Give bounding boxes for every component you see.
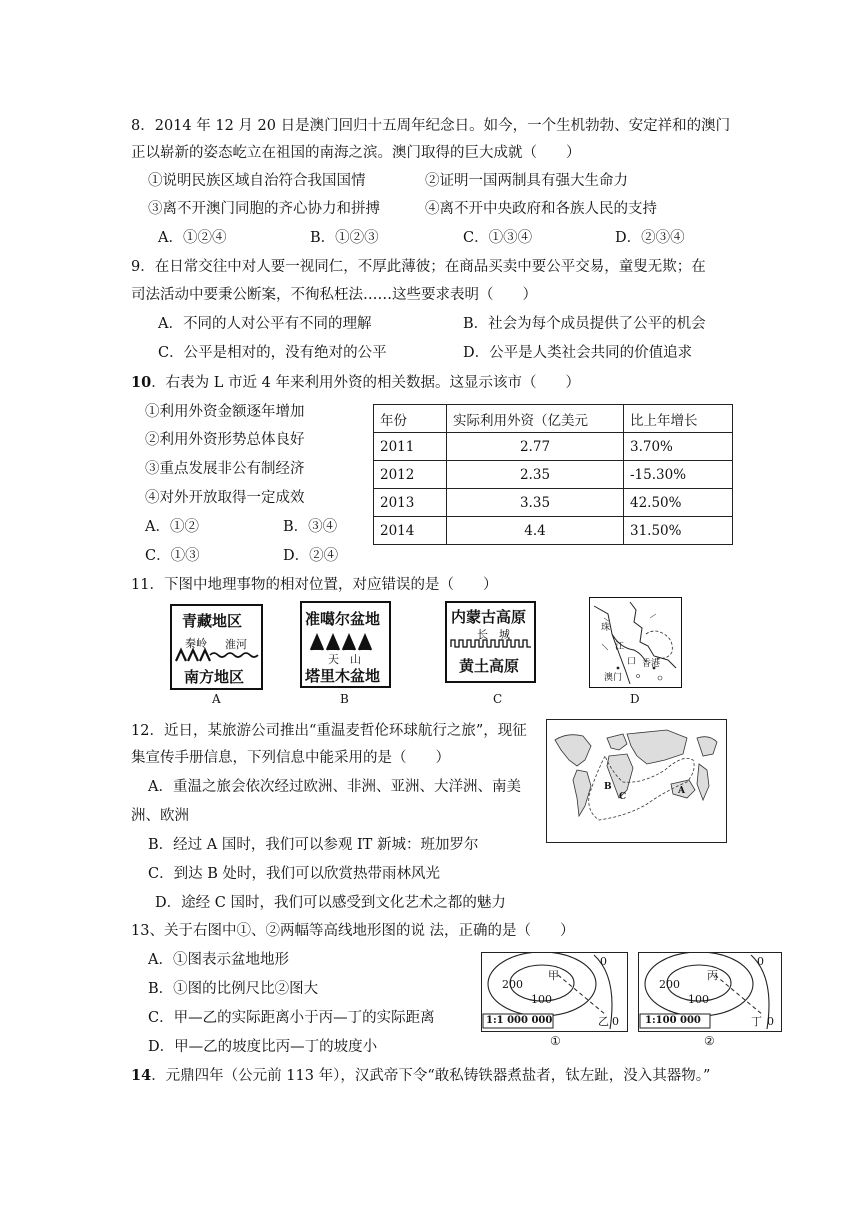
table-cell-value: 4.4 [447,517,624,545]
map1-point-yi: 乙 [598,1015,609,1028]
figure-b-mid-label: 天 山 [328,653,361,666]
q8-option-c[interactable]: C．①③④ [463,230,533,246]
q9-stem-line2: 司法活动中要秉公断案，不徇私枉法……这些要求表明（ ） [131,287,537,303]
figure-d-caption: D [630,692,640,706]
table-cell-growth: 31.50% [624,517,733,545]
figure-d-macau-label: 澳门 [604,673,623,683]
figure-b-caption: B [340,692,349,706]
map1-scale: 1:1 000 000 [486,1015,553,1026]
route-label-a: A [678,786,685,796]
q13-option-d[interactable]: D．甲—乙的坡度比丙—丁的坡度小 [148,1039,378,1055]
map1-contour-0-bottom: 0 [612,1015,619,1028]
q13-option-c[interactable]: C．甲—乙的实际距离小于丙—丁的实际距离 [148,1010,435,1026]
table-cell-value: 3.35 [447,489,624,517]
table-cell-growth: 42.50% [624,489,733,517]
contour-map-2 [638,952,782,1032]
table-row [374,517,733,545]
q9-option-c[interactable]: C．公平是相对的，没有绝对的公平 [158,345,387,361]
figure-a-caption: A [212,692,221,706]
q10-option-a[interactable]: A．①② [145,519,199,535]
figure-d-jiang-label: 江 [615,642,625,652]
q10-option-b[interactable]: B．③④ [283,519,338,535]
route-label-c: C [619,792,627,802]
q8-statement-3: ③离不开澳门同胞的齐心协力和拼搏 [148,201,380,217]
figure-c-top-label: 内蒙古高原 [451,608,527,626]
q14-number: 14 [131,1067,152,1084]
figure-a-bottom-label: 南方地区 [184,668,245,686]
figure-a-box [170,604,263,690]
figure-a-top-label: 青藏地区 [182,612,243,630]
q8-option-d[interactable]: D．②③④ [615,230,685,246]
q12-stem-line2: 集宣传手册信息，下列信息中能采用的是（ ） [131,750,450,766]
q8-stem-line1: 8．2014 年 12 月 20 日是澳门回归十五周年纪念日。如今，一个生机勃勃、安定祥和的澳门 [131,118,731,134]
q10-option-c[interactable]: C．①③ [145,548,200,564]
route-label-b: B [604,782,612,792]
q14-stem [131,1066,710,1086]
figure-d-kou-label: 口 [627,657,637,667]
tianshan-mountain-symbol [308,633,378,651]
map2-caption: ② [704,1034,715,1048]
table-cell-year: 2011 [374,433,447,461]
q9-option-a[interactable]: A．不同的人对公平有不同的理解 [158,316,372,332]
q12-option-b[interactable]: B．经过 A 国时，我们可以参观 IT 新城：班加罗尔 [148,837,479,853]
q8-option-b[interactable]: B．①②③ [310,230,379,246]
map2-point-bing: 丙 [707,969,718,982]
table-header: 比上年增长 [624,405,733,433]
q9-option-d[interactable]: D．公平是人类社会共同的价值追求 [463,345,693,361]
table-cell-year: 2012 [374,461,447,489]
foreign-investment-table [373,404,733,545]
map2-contour-0-bottom: 0 [767,1015,774,1028]
map1-caption: ① [550,1034,561,1048]
q12-option-d[interactable]: D．途经 C 国时，我们可以感受到文化艺术之都的魅力 [155,895,506,911]
q12-option-a-line2[interactable]: 洲、欧洲 [131,808,189,824]
table-header-row [374,405,733,433]
q8-statement-4: ④离不开中央政府和各族人民的支持 [425,201,657,217]
great-wall-symbol [450,637,532,649]
table-header: 年份 [374,405,447,433]
contour-map-1 [481,952,628,1032]
table-header: 实际利用外资（亿美元 [447,405,624,433]
table-cell-value: 2.35 [447,461,624,489]
map1-contour-0-top: 0 [600,955,607,968]
q12-option-a-line1[interactable]: A．重温之旅会依次经过欧洲、非洲、亚洲、大洋洲、南美 [148,779,521,795]
map1-point-jia: 甲 [548,969,559,982]
world-route-map [546,719,727,843]
map2-contour-0-top: 0 [757,955,764,968]
table-cell-year: 2013 [374,489,447,517]
figure-c-mid-label: 长 城 [477,628,510,641]
table-row [374,489,733,517]
mountain-river-symbol [172,646,261,662]
q11-stem: 11．下图中地理事物的相对位置，对应错误的是（ ） [131,577,498,593]
q8-statement-1: ①说明民族区域自治符合我国国情 [148,173,366,189]
q10-statement-4: ④对外开放取得一定成效 [145,490,305,506]
q9-stem-line1: 9．在日常交往中对人要一视同仁，不厚此薄彼；在商品买卖中要公平交易，童叟无欺；在 [131,259,706,275]
q12-option-c[interactable]: C．到达 B 处时，我们可以欣赏热带雨林风光 [148,866,440,882]
q10-stem [131,373,580,393]
q8-statement-2: ②证明一国两制具有强大生命力 [425,173,628,189]
figure-c-box [445,601,536,683]
q13-stem: 13、关于右图中①、②两幅等高线地形图的说 法，正确的是（ ） [131,923,575,939]
q10-stem-text: ．右表为 L 市近 4 年来利用外资的相关数据。这显示该市（ ） [151,375,580,391]
q10-statement-1: ①利用外资金额逐年增加 [145,404,305,420]
q12-stem-line1: 12．近日，某旅游公司推出“重温麦哲伦环球航行之旅”，现征 [131,723,527,739]
figure-b-bottom-label: 塔里木盆地 [305,667,381,685]
table-cell-growth: -15.30% [624,461,733,489]
map2-contour-100: 100 [688,993,709,1006]
table-cell-year: 2014 [374,517,447,545]
figure-d-zhu-label: 珠 [601,623,611,633]
map1-contour-200: 200 [502,978,523,991]
table-row [374,433,733,461]
figure-b-box [300,601,391,688]
table-cell-growth: 3.70% [624,433,733,461]
q10-number: 10 [131,374,152,391]
q8-option-a[interactable]: A．①②④ [158,230,227,246]
map2-point-ding: 丁 [751,1015,762,1028]
figure-d-hongkong-label: 香港 [642,659,661,669]
figure-a-huaihe-label: 淮河 [225,638,247,651]
figure-c-caption: C [493,692,503,706]
q9-option-b[interactable]: B．社会为每个成员提供了公平的机会 [463,316,706,332]
q10-statement-3: ③重点发展非公有制经济 [145,461,305,477]
q13-option-a[interactable]: A．①图表示盆地地形 [148,952,289,968]
map2-scale: 1:100 000 [645,1015,701,1026]
figure-d-map [589,597,682,688]
table-cell-value: 2.77 [447,433,624,461]
q10-option-d[interactable]: D．②④ [283,548,339,564]
table-row [374,461,733,489]
q13-option-b[interactable]: B．①图的比例尺比②图大 [148,981,319,997]
map2-contour-200: 200 [659,978,680,991]
map1-contour-100: 100 [531,993,552,1006]
q14-stem-text: ．元鼎四年（公元前 113 年），汉武帝下令“敢私铸铁器煮盐者，钛左趾，没入其器物。” [151,1068,711,1084]
figure-a-qinling-label: 秦岭 [185,637,207,650]
figure-b-top-label: 准噶尔盆地 [305,610,381,628]
q8-stem-line2: 正以崭新的姿态屹立在祖国的南海之滨。澳门取得的巨大成就（ ） [131,145,581,161]
figure-c-bottom-label: 黄土高原 [459,657,520,675]
q10-statement-2: ②利用外资形势总体良好 [145,432,305,448]
world-map-graphic [547,720,726,842]
